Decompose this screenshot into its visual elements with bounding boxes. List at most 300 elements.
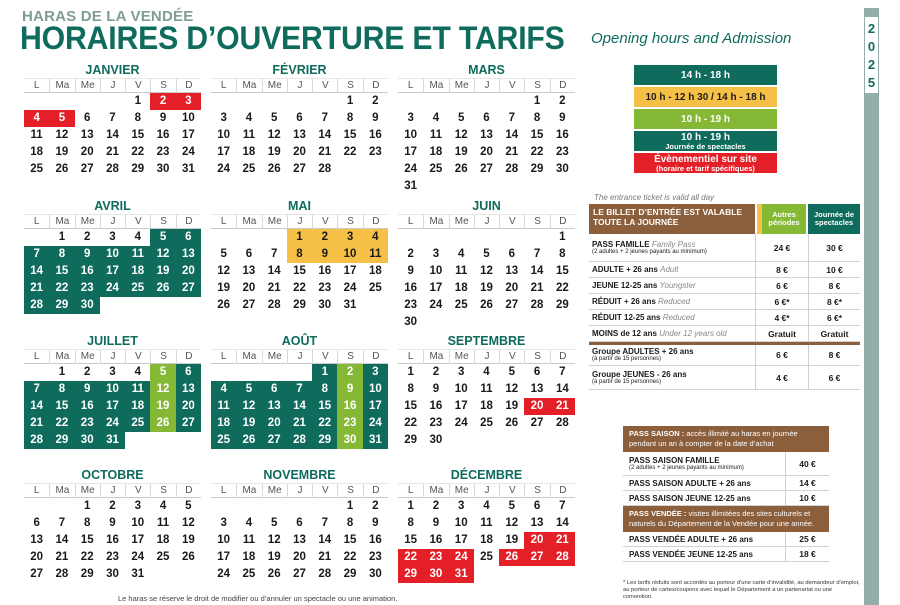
day-cell: 8	[559, 248, 566, 260]
price-other-periods: 4 €*	[755, 310, 808, 325]
weekday-label: V	[499, 215, 524, 229]
day-cell: 15	[131, 129, 145, 141]
day-cell: 7	[24, 246, 49, 263]
day-cell: 25	[30, 163, 44, 175]
weekday-label: Ma	[49, 484, 74, 498]
day-cell: 8	[84, 517, 91, 529]
day-cell: 5	[236, 381, 261, 398]
day-grid	[24, 364, 201, 449]
day-cell: 24	[449, 549, 474, 566]
weekday-label: J	[287, 215, 312, 229]
day-cell: 30	[156, 163, 170, 175]
day-cell: 30	[368, 568, 382, 580]
weekday-label: J	[474, 484, 499, 498]
day-cell: 18	[125, 398, 150, 415]
day-cell: 29	[49, 297, 74, 314]
day-cell: 17	[181, 129, 195, 141]
day-cell: 19	[267, 551, 281, 563]
day-cell: 20	[293, 146, 306, 158]
weekday-label: J	[287, 350, 312, 364]
day-grid	[24, 229, 201, 314]
day-cell: 13	[530, 517, 544, 529]
weekday-label: L	[33, 351, 40, 362]
day-cell: 22	[80, 551, 94, 563]
day-grid	[24, 93, 201, 178]
day-cell: 23	[75, 280, 100, 297]
day-cell: 6	[296, 517, 303, 529]
day-cell: 27	[80, 163, 94, 175]
day-cell: 21	[55, 551, 69, 563]
day-cell: 31	[363, 432, 388, 449]
day-cell: 21	[550, 532, 575, 549]
day-cell: 31	[404, 180, 418, 192]
day-cell: 25	[242, 568, 256, 580]
price-row	[589, 326, 860, 342]
day-cell: 13	[293, 534, 306, 546]
ticket-type	[589, 278, 755, 293]
day-cell: 21	[505, 146, 519, 158]
ticket-label-line	[592, 297, 752, 306]
ticket-type	[589, 345, 755, 365]
month-name: NOVEMBRE	[263, 468, 336, 482]
reduced-rate-footnote: * Les tarifs réduits sont accordés au porteur d’une carte d’invalidité, au demandeur d’emploi, au porteur de cartes/coupons avec lequel le Département a un partenariat ou une convention.	[623, 580, 860, 600]
day-cell: 15	[312, 398, 337, 415]
day-cell: 16	[368, 129, 382, 141]
day-cell: 26	[150, 280, 175, 297]
day-cell: 28	[555, 417, 569, 429]
weekday-label: V	[125, 484, 150, 498]
day-cell: 12	[480, 265, 493, 277]
day-cell: 6	[84, 112, 91, 124]
day-cell: 13	[30, 534, 44, 546]
ticket-label-line	[592, 329, 752, 338]
day-cell: 3	[134, 500, 141, 512]
day-cell: 19	[150, 263, 175, 280]
day-cell: 1	[134, 95, 141, 107]
day-cell: 21	[318, 551, 332, 563]
day-cell: 18	[125, 263, 150, 280]
ticket-label: RÉDUIT 12-25 ans	[592, 313, 661, 322]
day-cell: 6	[245, 248, 253, 260]
weekday-header	[211, 214, 388, 229]
day-cell: 14	[106, 129, 119, 141]
month-name: FÉVRIER	[272, 63, 327, 77]
weekday-label: Ma	[49, 215, 74, 229]
day-cell: 8	[533, 112, 541, 124]
footer-note: Le haras se réserve le droit de modifier ou d’annuler un spectacle ou une animation.	[118, 594, 398, 603]
day-cell: 19	[55, 146, 69, 158]
weekday-label: V	[499, 484, 524, 498]
price-show-days: 8 €*	[808, 294, 860, 309]
day-cell: 10	[454, 383, 468, 395]
weekday-label: Ma	[423, 484, 448, 498]
day-cell: 2	[372, 95, 379, 107]
year-digit: 2	[867, 56, 876, 72]
day-cell: 3	[432, 248, 440, 260]
day-cell: 19	[181, 534, 195, 546]
weekday-label: L	[220, 351, 227, 362]
day-grid	[211, 93, 388, 178]
day-cell: 25	[368, 282, 382, 294]
weekday-label: J	[474, 79, 499, 93]
day-cell: 29	[530, 163, 544, 175]
price-other-periods: 24 €	[755, 234, 808, 261]
empty-day-cell	[423, 93, 448, 110]
weekday-label: D	[363, 215, 388, 229]
price-other-periods: 8 €	[755, 262, 808, 277]
day-grid	[211, 498, 388, 583]
day-cell: 1	[407, 366, 414, 378]
day-cell: 14	[24, 263, 49, 280]
empty-day-cell	[75, 93, 100, 110]
year-sidebar	[864, 8, 879, 605]
day-cell: 4	[483, 366, 490, 378]
empty-day-cell	[236, 498, 261, 515]
month-name: JUIN	[472, 199, 501, 213]
weekday-label: L	[33, 80, 40, 91]
ticket-label-english: Youngster	[659, 281, 696, 290]
day-cell: 3	[176, 93, 201, 110]
day-cell: 22	[293, 282, 306, 294]
day-cell: 11	[480, 517, 493, 529]
year-label	[864, 16, 879, 94]
weekday-label: D	[176, 79, 201, 93]
weekday-header	[398, 349, 575, 364]
empty-day-cell	[236, 93, 261, 110]
weekday-label: D	[176, 484, 201, 498]
day-cell: 15	[49, 398, 74, 415]
pass-price: 18 €	[785, 547, 829, 561]
day-cell: 2	[337, 364, 362, 381]
pass-type	[623, 532, 785, 546]
day-cell: 13	[242, 265, 256, 277]
weekday-label: D	[550, 215, 575, 229]
day-cell: 7	[321, 112, 328, 124]
month-name: AVRIL	[94, 199, 131, 213]
pass-condition: (2 adultes + 2 jeunes payants au minimum)	[629, 464, 744, 471]
day-cell: 6	[176, 229, 201, 246]
weekday-label: L	[33, 485, 40, 496]
price-other-periods: 6 €*	[755, 294, 808, 309]
day-cell: 22	[131, 146, 145, 158]
empty-day-cell	[449, 229, 474, 246]
legend-item	[634, 65, 777, 85]
day-cell: 2	[109, 500, 116, 512]
day-cell: 4	[211, 381, 236, 398]
day-cell: 10	[100, 246, 125, 263]
day-cell: 24	[181, 146, 195, 158]
day-cell: 11	[242, 534, 255, 546]
pass-saison-description: accès illimité au haras en journée pendant un an à compter de la date d’achat	[629, 429, 798, 448]
day-cell: 23	[156, 146, 170, 158]
month-1	[24, 63, 201, 178]
day-cell: 20	[262, 415, 287, 432]
month-6	[398, 199, 575, 331]
day-cell: 14	[287, 398, 312, 415]
weekday-label: S	[150, 215, 175, 229]
day-cell: 27	[176, 415, 201, 432]
day-cell: 5	[483, 248, 490, 260]
empty-day-cell	[287, 498, 312, 515]
day-cell: 22	[343, 551, 357, 563]
day-cell: 24	[404, 163, 418, 175]
weekday-label: V	[125, 79, 150, 93]
day-cell: 10	[337, 246, 362, 263]
price-show-days: 10 €	[808, 262, 860, 277]
day-cell: 1	[407, 500, 414, 512]
empty-day-cell	[287, 93, 312, 110]
day-cell: 4	[134, 366, 141, 378]
price-row	[589, 262, 860, 278]
day-cell: 14	[24, 398, 49, 415]
pass-price: 14 €	[785, 476, 829, 490]
empty-day-cell	[262, 364, 287, 381]
pass-label: PASS VENDÉE JEUNE 12-25 ans	[629, 549, 753, 559]
day-cell: 18	[242, 146, 256, 158]
weekday-label: S	[150, 484, 175, 498]
day-cell: 6	[33, 517, 40, 529]
day-cell: 24	[363, 415, 388, 432]
day-cell: 5	[185, 500, 192, 512]
day-cell: 30	[555, 163, 569, 175]
day-cell: 4	[483, 500, 490, 512]
day-cell: 27	[176, 280, 201, 297]
ticket-label: ADULTE + 26 ans	[592, 265, 658, 274]
pass-row	[623, 547, 829, 562]
day-cell: 17	[131, 534, 145, 546]
day-cell: 20	[176, 263, 201, 280]
day-cell: 13	[176, 246, 201, 263]
day-cell: 19	[454, 146, 468, 158]
day-cell: 17	[454, 400, 468, 412]
day-cell: 3	[220, 112, 227, 124]
day-cell: 21	[106, 146, 119, 158]
day-cell: 27	[293, 568, 306, 580]
day-cell: 26	[499, 549, 524, 566]
day-cell: 25	[480, 417, 493, 429]
month-name: SEPTEMBRE	[447, 334, 526, 348]
day-cell: 3	[220, 517, 227, 529]
day-cell: 13	[80, 129, 94, 141]
day-cell: 8	[346, 112, 354, 124]
day-grid	[398, 364, 575, 449]
day-cell: 29	[80, 568, 94, 580]
day-cell: 6	[176, 364, 201, 381]
day-cell: 9	[559, 112, 566, 124]
day-cell: 6	[533, 500, 541, 512]
day-cell: 1	[287, 229, 312, 246]
day-cell: 22	[312, 415, 337, 432]
day-cell: 15	[343, 534, 357, 546]
weekday-label: S	[524, 79, 549, 93]
price-show-days: 8 €	[808, 278, 860, 293]
empty-day-cell	[312, 93, 337, 110]
day-cell: 9	[75, 246, 100, 263]
ticket-label-line	[592, 240, 752, 249]
weekday-header	[24, 214, 201, 229]
day-cell: 17	[217, 146, 231, 158]
day-cell: 19	[480, 282, 493, 294]
day-cell: 4	[245, 517, 253, 529]
empty-day-cell	[474, 229, 499, 246]
weekday-label: Ma	[49, 350, 74, 364]
day-cell: 16	[368, 534, 382, 546]
day-cell: 23	[429, 417, 443, 429]
weekday-label: J	[474, 350, 499, 364]
weekday-label: V	[499, 79, 524, 93]
day-cell: 11	[429, 129, 442, 141]
day-cell: 24	[217, 163, 231, 175]
ticket-label-line	[592, 281, 752, 290]
pass-saison-rows	[623, 452, 829, 506]
day-cell: 10	[217, 129, 231, 141]
day-cell: 16	[75, 263, 100, 280]
day-cell: 16	[404, 282, 418, 294]
day-cell: 23	[106, 551, 119, 563]
day-cell: 8	[134, 112, 141, 124]
weekday-label: Me	[449, 350, 474, 364]
day-cell: 24	[429, 299, 443, 311]
month-9	[398, 334, 575, 449]
empty-day-cell	[211, 93, 236, 110]
price-other-periods: 6 €	[755, 278, 808, 293]
ticket-label-english: Reduced	[662, 313, 695, 322]
day-cell: 5	[271, 112, 278, 124]
day-cell: 13	[530, 383, 544, 395]
weekday-label: Ma	[423, 350, 448, 364]
day-cell: 17	[363, 398, 388, 415]
legend-item	[634, 153, 777, 173]
day-cell: 3	[109, 231, 116, 243]
price-row	[589, 342, 860, 366]
weekday-label: V	[499, 350, 524, 364]
day-cell: 3	[458, 366, 465, 378]
weekday-label: S	[150, 350, 175, 364]
day-cell: 23	[318, 282, 332, 294]
weekday-header	[398, 214, 575, 229]
day-cell: 19	[150, 398, 175, 415]
day-cell: 22	[404, 417, 418, 429]
day-cell: 28	[24, 432, 49, 449]
day-cell: 11	[156, 517, 170, 529]
day-cell: 27	[30, 568, 44, 580]
day-cell: 21	[287, 415, 312, 432]
day-cell: 11	[30, 129, 43, 141]
day-cell: 12	[505, 517, 519, 529]
month-3	[398, 63, 575, 195]
weekday-label: L	[33, 216, 40, 227]
day-cell: 29	[398, 566, 423, 583]
day-cell: 28	[106, 163, 119, 175]
weekday-label: V	[125, 350, 150, 364]
empty-day-cell	[24, 229, 49, 246]
pass-vendee-heading: PASS VENDÉE :	[629, 509, 687, 518]
day-cell: 24	[217, 568, 231, 580]
month-name: JUILLET	[87, 334, 138, 348]
weekday-header	[24, 349, 201, 364]
month-7	[24, 334, 201, 449]
empty-day-cell	[211, 229, 236, 246]
legend-hours: 10 h - 19 h	[681, 113, 730, 125]
day-cell: 9	[372, 112, 379, 124]
day-cell: 16	[555, 129, 569, 141]
day-cell: 21	[24, 280, 49, 297]
pass-row	[623, 491, 829, 506]
day-cell: 6	[533, 366, 541, 378]
day-cell: 11	[242, 129, 255, 141]
day-cell: 3	[407, 112, 414, 124]
pass-label: PASS VENDÉE ADULTE + 26 ans	[629, 534, 754, 544]
weekday-label: L	[220, 216, 227, 227]
page-subtitle: Opening hours and Admission	[591, 30, 792, 47]
day-cell: 13	[480, 129, 493, 141]
ticket-label-english: Adult	[660, 265, 679, 274]
ticket-condition: (2 adultes + 2 jeunes payants au minimum)	[592, 248, 707, 255]
day-cell: 23	[368, 551, 382, 563]
empty-day-cell	[524, 229, 549, 246]
weekday-header	[398, 78, 575, 93]
month-name: DÉCEMBRE	[450, 468, 523, 482]
day-grid	[211, 229, 388, 314]
month-name: JANVIER	[85, 63, 140, 77]
day-cell: 15	[555, 265, 569, 277]
price-row	[589, 294, 860, 310]
day-cell: 2	[150, 93, 175, 110]
pass-row	[623, 532, 829, 547]
pass-price: 10 €	[785, 491, 829, 505]
price-row	[589, 278, 860, 294]
ticket-condition: (à partir de 15 personnes)	[592, 356, 662, 362]
month-name: MARS	[468, 63, 505, 77]
day-cell: 29	[131, 163, 145, 175]
weekday-label: V	[312, 215, 337, 229]
day-cell: 16	[429, 400, 443, 412]
day-cell: 1	[84, 500, 91, 512]
empty-day-cell	[236, 364, 261, 381]
weekday-label: S	[337, 215, 362, 229]
price-show-days: Gratuit	[808, 326, 860, 341]
empty-day-cell	[499, 93, 524, 110]
price-rows	[589, 234, 860, 390]
legend-hours: 10 h - 12 h 30 / 14 h - 18 h	[645, 91, 766, 103]
day-cell: 30	[429, 434, 443, 446]
pass-price: 25 €	[785, 532, 829, 546]
pass-row	[623, 452, 829, 476]
day-cell: 15	[80, 534, 94, 546]
empty-day-cell	[398, 93, 423, 110]
month-name: MAI	[288, 199, 311, 213]
day-cell: 23	[423, 549, 448, 566]
weekday-label: L	[407, 216, 414, 227]
day-cell: 12	[55, 129, 69, 141]
day-cell: 12	[267, 129, 281, 141]
day-cell: 28	[318, 163, 332, 175]
day-cell: 4	[24, 110, 49, 127]
weekday-header	[211, 78, 388, 93]
day-cell: 25	[429, 163, 443, 175]
weekday-label: D	[550, 350, 575, 364]
day-cell: 18	[454, 282, 468, 294]
day-cell: 28	[267, 299, 281, 311]
day-cell: 1	[58, 366, 66, 378]
price-show-days: 8 €	[808, 345, 860, 365]
day-cell: 30	[106, 568, 119, 580]
day-cell: 30	[318, 299, 332, 311]
day-cell: 28	[318, 568, 332, 580]
day-cell: 24	[454, 417, 468, 429]
day-cell: 25	[125, 415, 150, 432]
weekday-label: D	[176, 215, 201, 229]
